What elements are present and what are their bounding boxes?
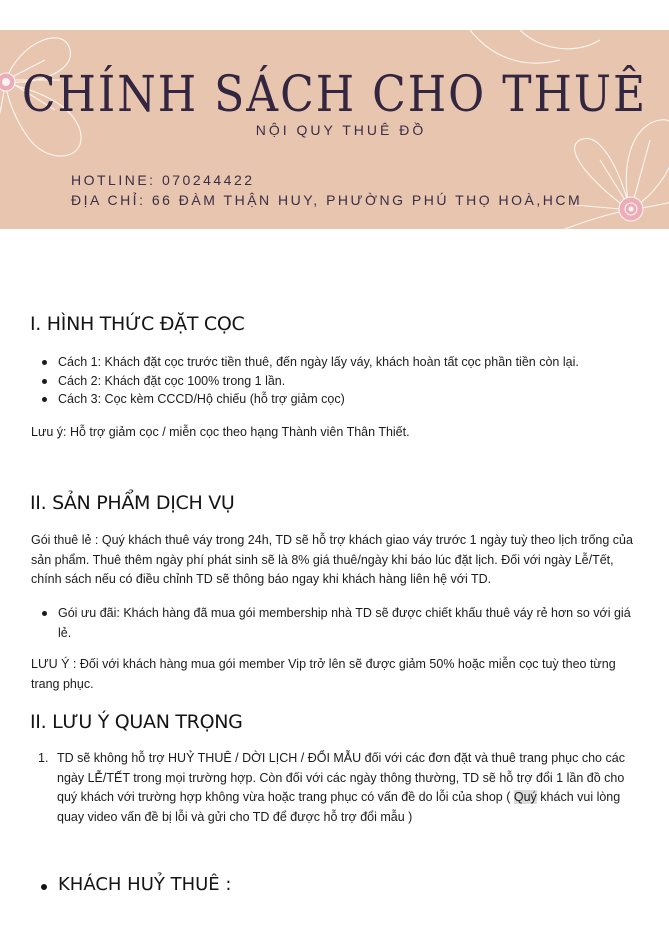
section-heading-cancellation: KHÁCH HUỶ THUÊ : [30,874,231,895]
services-note: LƯU Ý : Đối với khách hàng mua gói member Vip trở lên sẽ được giảm 50% hoặc miễn cọc tuỳ theo từng trang phục. [31,657,616,691]
highlighted-text: Quý [513,790,537,804]
list-number: 1. [38,751,49,765]
address-text: ĐỊA CHỈ: 66 ĐÀM THẬN HUY, PHƯỜNG PHÚ THỌ HOÀ,HCM [71,192,583,208]
services-list [31,604,641,643]
section-heading-important: II. LƯU Ý QUAN TRỌNG [30,711,243,733]
page-subtitle: NỘI QUY THUÊ ĐỒ [255,122,427,138]
list-item-text: TD sẽ không hỗ trợ HUỶ THUÊ / DỜI LỊCH / ĐỔI MẪU đối với các đơn đặt và thuê trang phục cho các ngày LỄ/TẾT trong mọi trường hợp. Còn đối với các ngày thông thường, TD sẽ hỗ trợ đổi 1 lần đồ cho quý khách với trường hợp không vừa hoặc trang phục có vấn đề do lỗi của shop ( [57,751,625,804]
list-item: Gói ưu đãi: Khách hàng đã mua gói membership nhà TD sẽ được chiết khấu thuê váy rẻ hơn so với giá lẻ. [31,604,641,643]
list-item: Cách 1: Khách đặt cọc trước tiền thuê, đến ngày lấy váy, khách hoàn tất cọc phần tiền còn lại. [31,353,651,372]
hotline-text: HOTLINE: 070244422 [71,172,255,188]
list-item-text-continued: khách vui lòng quay video vấn đề bị lỗi và gửi cho TD để được hỗ trợ đổi mẫu ) [57,790,621,824]
list-item [31,749,641,827]
section-heading-deposit: I. HÌNH THỨC ĐẶT CỌC [30,313,245,335]
page-top-margin [0,0,669,30]
important-notes-list [31,749,641,827]
deposit-methods-list [31,353,651,409]
header-banner [0,30,669,229]
cancellation-section [30,874,231,895]
page-title: CHÍNH SÁCH CHO THUÊ [21,66,648,124]
list-item: Cách 2: Khách đặt cọc 100% trong 1 lần. [31,372,651,391]
section-heading-services: II. SẢN PHẨM DỊCH VỤ [30,492,235,514]
services-paragraph: Gói thuê lẻ : Quý khách thuê váy trong 24h, TD sẽ hỗ trợ khách giao váy trước 1 ngày tuỳ theo lịch trống của sản phẩm. Thuê thêm ngày phí phát sinh sẽ là 8% giá thuê/ngày khi báo lúc đặt lịch. Đối với ngày Lễ/Tết, chính sách nếu có điều chỉnh TD sẽ thông báo ngay khi khách hàng liên hệ với TD. [31,533,633,586]
deposit-note: Lưu ý: Hỗ trợ giảm cọc / miễn cọc theo hạng Thành viên Thân Thiết. [31,425,410,439]
list-item: Cách 3: Cọc kèm CCCD/Hộ chiếu (hỗ trợ giảm cọc) [31,390,651,409]
